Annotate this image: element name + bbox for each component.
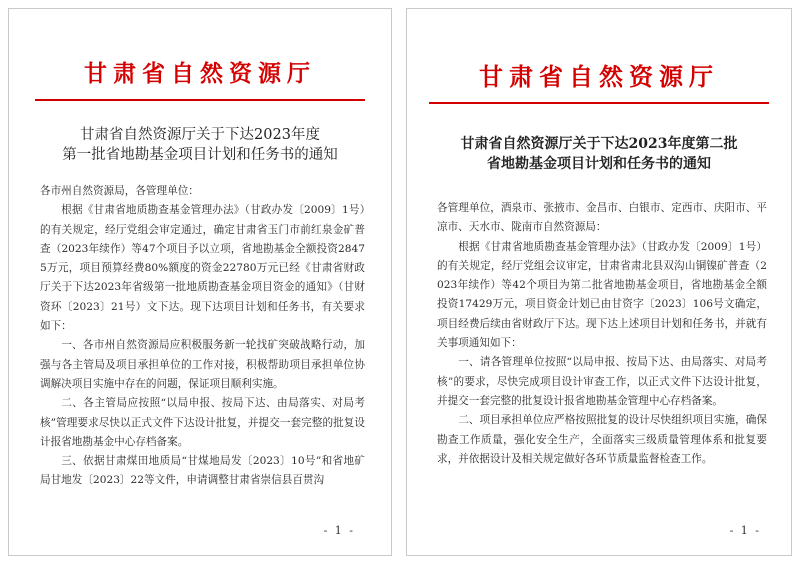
document-page-right xyxy=(406,8,792,556)
title-line-2: 第一批省地勘基金项目计划和任务书的通知 xyxy=(62,147,338,163)
body-paragraph: 一、各市州自然资源局应积极服务新一轮找矿突破战略行动，加强与各主管局及项目承担单位的工作对接，积极帮助项目承担单位协调解决项目实施中存在的问题，保证项目顺利实施。 xyxy=(40,339,365,390)
body-paragraph: 三、依据甘肃煤田地质局“甘煤地局发〔2023〕10号”和省地矿局甘地发〔2023〕22等文件，申请调整甘肃省崇信县百贯沟 xyxy=(40,455,365,487)
document-title xyxy=(9,125,391,165)
salutation: 各管理单位，酒泉市、张掖市、金昌市、白银市、定西市、庆阳市、平凉市、天水市、陇南市自然资源局： xyxy=(437,202,767,234)
title-line-2: 省地勘基金项目计划和任务书的通知 xyxy=(487,156,711,172)
document-body xyxy=(437,199,767,469)
letterhead-red-rule xyxy=(35,99,365,101)
body-paragraph: 二、项目承担单位应严格按照批复的设计尽快组织项目实施，确保勘查工作质量，强化安全生产，全面落实三级质量管理体系和批复要求，并依据设计及相关规定做好各环节质量监督检查工作。 xyxy=(437,414,767,465)
document-body xyxy=(40,182,365,491)
body-paragraph: 根据《甘肃省地质勘查基金管理办法》（甘政办发〔2009〕1号）的有关规定，经厅党组会议审定，甘肃省肃北县双沟山铜镍矿普查（2023年续作）等42个项目为第二批省地勘基金项目，省地勘基金全额投资17429万元，项目资金计划已由甘资字〔2023〕106号文确定，项目经费后续由省财政厅下达。现下达上述项目计划和任务书，并就有关事项通知如下： xyxy=(437,240,767,350)
page-number: - 1 - xyxy=(323,524,355,537)
salutation: 各市州自然资源局，各管理单位： xyxy=(40,185,199,197)
document-title xyxy=(407,134,791,174)
document-page-left xyxy=(8,8,392,556)
title-line-1: 甘肃省自然资源厅关于下达2023年度 xyxy=(80,127,320,143)
page-number: - 1 - xyxy=(729,524,761,537)
letterhead-title: 甘肃省自然资源厅 xyxy=(84,60,316,87)
body-paragraph: 根据《甘肃省地质勘查基金管理办法》（甘政办发〔2009〕1号）的有关规定，经厅党组会审定通过，确定甘肃省玉门市前红泉金矿普查（2023年续作）等47个项目予以立项，省地勘基金全额投资28475万元，项目预算经费80%额度的资金22780万元已经《甘肃省财政厅关于下达2023年省级第一批地质勘查基金项目资金的通知》（甘财资环〔2023〕21号）文下达。现下达项目计划和任务书，有关要求如下： xyxy=(40,204,365,333)
body-paragraph: 二、各主管局应按照“以局申报、按局下达、由局落实、对局考核”管理要求尽快以正式文件下达设计批复，并提交一套完整的批复设计报省地勘基金中心存档备案。 xyxy=(40,397,365,448)
body-paragraph: 一、请各管理单位按照“以局申报、按局下达、由局落实、对局考核”的要求，尽快完成项目设计审查工作，以正式文件下达设计批复，并提交一套完整的批复设计报省地勘基金管理中心存档备案。 xyxy=(437,356,767,407)
letterhead-red-rule xyxy=(429,102,769,104)
letterhead-title: 甘肃省自然资源厅 xyxy=(479,62,719,91)
title-line-1: 甘肃省自然资源厅关于下达2023年度第二批 xyxy=(460,136,738,152)
